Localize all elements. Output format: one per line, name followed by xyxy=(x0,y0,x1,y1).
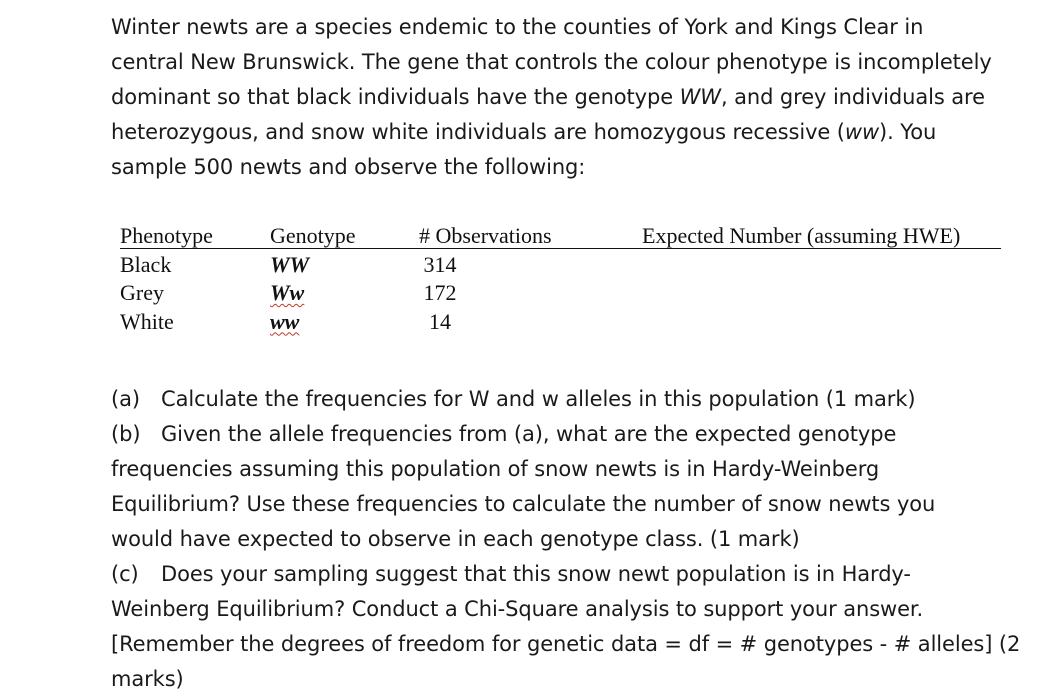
phenotype-cell: Black xyxy=(120,251,172,277)
intro-line-3 xyxy=(111,80,1031,115)
question-c-line-2: Weinberg Equilibrium? Conduct a Chi-Square analysis to support your answer. xyxy=(111,597,924,621)
genotype-ww-inline: ww xyxy=(844,120,880,144)
question-c-line-1 xyxy=(111,557,1031,592)
intro-paragraph xyxy=(111,10,1031,185)
question-b-line-3: Equilibrium? Use these frequencies to calculate the number of snow newts you xyxy=(111,492,936,516)
intro-line-1: Winter newts are a species endemic to the counties of York and Kings Clear in xyxy=(111,15,924,39)
question-c-line-4: marks) xyxy=(111,667,184,691)
intro-line-4-pre: heterozygous, and snow white individuals are homozygous recessive ( xyxy=(111,120,845,144)
question-b-line-1 xyxy=(111,417,1031,452)
intro-line-5: sample 500 newts and observe the following: xyxy=(111,155,586,179)
phenotype-cell: White xyxy=(120,308,174,334)
intro-line-3-post: , and grey individuals are xyxy=(720,85,985,109)
intro-line-4-post: ). You xyxy=(879,120,937,144)
observations-cell xyxy=(419,308,461,337)
question-a-text: Calculate the frequencies for W and w alleles in this population (1 mark) xyxy=(161,387,916,411)
questions-section xyxy=(111,382,1031,697)
genotype-WW-inline: WW xyxy=(679,85,721,109)
header-underline xyxy=(120,248,1001,249)
question-a xyxy=(111,382,1031,417)
genotype-cell: ww xyxy=(270,308,300,334)
question-b-line-2: frequencies assuming this population of snow newts is in Hardy-Weinberg xyxy=(111,457,880,481)
observations-value: 14 xyxy=(429,308,451,334)
intro-line-4 xyxy=(111,115,1031,150)
question-b-line-4: would have expected to observe in each genotype class. (1 mark) xyxy=(111,527,800,551)
header-phenotype: Phenotype xyxy=(120,223,213,248)
question-c-label: (c) xyxy=(111,562,139,586)
header-genotype: Genotype xyxy=(270,223,356,248)
question-b-label: (b) xyxy=(111,422,141,446)
phenotype-cell: Grey xyxy=(120,280,164,305)
header-observations: # Observations xyxy=(419,223,552,248)
question-a-label: (a) xyxy=(111,387,140,411)
question-c-line-3: [Remember the degrees of freedom for genetic data = df = # genotypes - # alleles] (2 xyxy=(111,632,1021,656)
observations-value: 172 xyxy=(423,280,457,305)
observations-value: 314 xyxy=(423,251,457,277)
observations-cell xyxy=(419,279,461,308)
genotype-cell: Ww xyxy=(270,280,305,305)
header-expected: Expected Number (assuming HWE) xyxy=(642,223,961,248)
genotype-cell: WW xyxy=(270,251,310,277)
observations-cell xyxy=(419,251,461,280)
question-b-text: Given the allele frequencies from (a), what are the expected genotype xyxy=(161,422,897,446)
intro-line-2: central New Brunswick. The gene that controls the colour phenotype is incompletely xyxy=(111,50,992,74)
intro-line-3-pre: dominant so that black individuals have the genotype xyxy=(111,85,680,109)
question-c-text: Does your sampling suggest that this snow newt population is in Hardy- xyxy=(161,562,911,586)
